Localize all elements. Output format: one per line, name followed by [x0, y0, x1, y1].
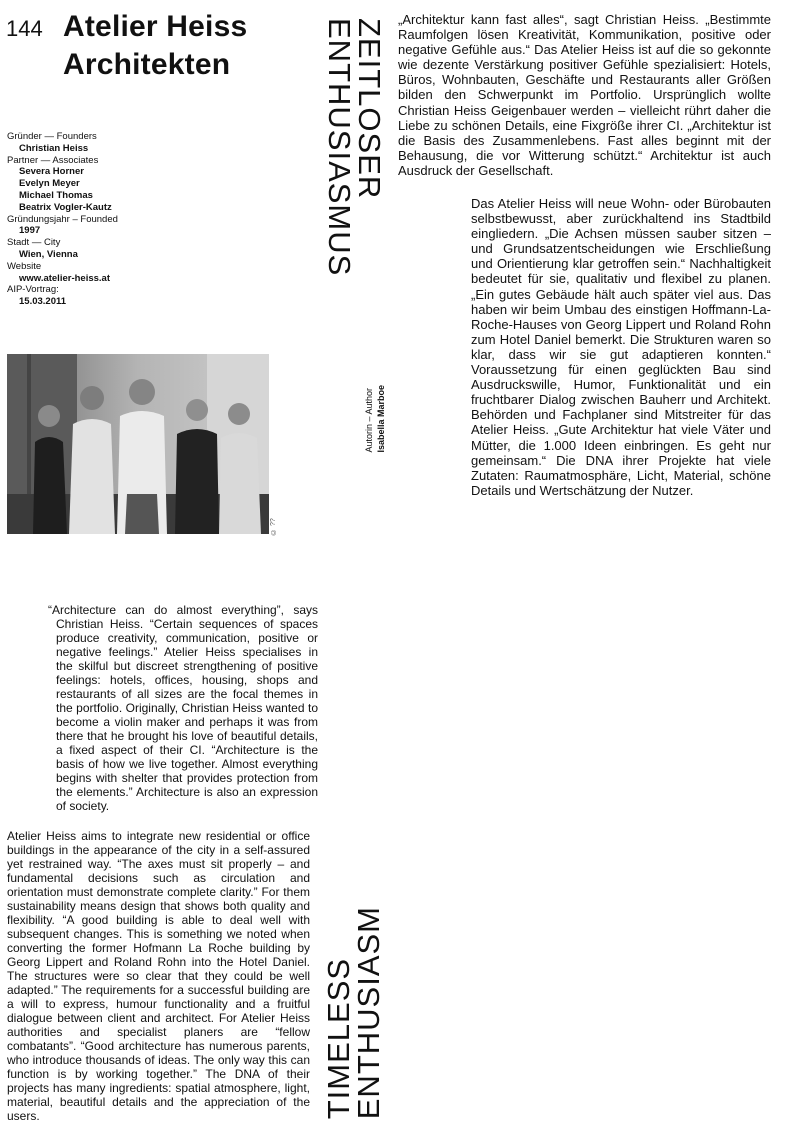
partners-label: Partner — Associates: [7, 154, 99, 166]
city-value: Wien, Vienna: [19, 248, 78, 260]
founded-value: 1997: [19, 225, 41, 237]
team-photo-image: [7, 354, 269, 534]
heading-german: [322, 18, 387, 277]
title-line-2: Architekten: [63, 48, 231, 81]
author-credit: [363, 385, 387, 453]
website-link[interactable]: www.atelier-heiss.at: [19, 272, 110, 284]
partner-name: Evelyn Meyer: [19, 178, 80, 190]
city-label: Stadt — City: [7, 237, 61, 249]
founders-label: Gründer — Founders: [7, 131, 97, 142]
team-photo: [7, 354, 269, 534]
heading-english-line-2: ENTHUSIASM: [351, 906, 386, 1120]
website-label: Website: [7, 260, 42, 272]
founders-value: Christian Heiss: [19, 142, 89, 154]
founded-label: Gründungsjahr – Founded: [7, 213, 118, 225]
partner-name: Michael Thomas: [19, 189, 93, 201]
heading-german-line-1: ZEITLOSER: [352, 18, 387, 200]
photo-credit: © ??: [270, 518, 277, 535]
german-paragraph-1: „Architektur kann fast alles“, sagt Christian Heiss. „Bestimmte Raumfolgen lösen Kreativität, Kommunikation, positive oder negative Gefühle aus.“ Das Atelier Heiss ist auf die so gekonnte wie dezente Verstärkung positiver Gefühle spezialisiert: Hotels, Büros, Wohnbauten, Geschäfte und Restaurants aller Größen bilden den Schwerpunkt im Portfolio. Ursprünglich wollte Christian Heiss Geigenbauer werden – vielleicht rührt daher die Liebe zu schönen Details, eine Fixgröße ihrer CI. „Architektur ist die Basis des Zusammenlebens. Fast alles beginnt mit der Behausung, die vor Witterung schützt.“ Architektur ist auch Ausdruck der Gesellschaft.: [398, 12, 771, 178]
lecture-label: AIP-Vortrag:: [7, 284, 59, 296]
page-title: [63, 8, 247, 84]
heading-english-line-1: TIMELESS: [321, 957, 356, 1120]
partner-name: Beatrix Vogler-Kautz: [19, 201, 112, 213]
author-name: Isabella Marboe: [376, 385, 386, 453]
german-paragraph-2: Das Atelier Heiss will neue Wohn- oder Bürobauten selbstbewusst, aber zurückhaltend ins Stadtbild eingliedern. „Die Achsen müssen sauber sitzen – und Grundsatzentscheidungen wie Erschließung und Orientierung klar getroffen sein.“ Nachhaltigkeit bedeutet für sie, qualitativ und flexibel zu planen. „Ein gutes Gebäude hält auch später viel aus. Das haben wir beim Umbau des einstigen Hoffmann-La-Roche-Hauses von Georg Lippert und Roland Rohn zum Hotel Daniel bemerkt. Die Strukturen waren so klar, dass wir sie gut adaptieren konnten.“ Voraussetzung für einen geglückten Bau sind Ausdruckswille, Humor, Funktionalität und ein fruchtbarer Dialog zwischen Bauherr und Architekt. Behörden und Fachplaner sind Mitstreiter für das Atelier Heiss. „Gute Architektur hat viele Väter und Mütter, die 1.000 Ideen einbringen. Es geht nur gemeinsam.“ Die DNA ihrer Projekte hat viele Zutaten: Raumatmosphäre, Licht, Material, schöne Details und Wertschätzung der Nutzer.: [471, 196, 771, 498]
heading-english: [321, 906, 386, 1120]
office-facts: [7, 131, 277, 308]
heading-german-line-2: ENTHUSIASMUS: [322, 18, 357, 277]
english-paragraph-2: Atelier Heiss aims to integrate new residential or office buildings in the appearance of the city in a self-assured yet restrained way. “The axes must sit properly – and fundamental decisions such as circulation and orientation must demonstrate complete clarity.” For them sustainability means design that shows both quality and flexibility. “A good building is able to deal well with subsequent changes. This is something we noted when converting the former Hofmann La Roche building by Georg Lippert and Roland Rohn into the Hotel Daniel. The structures were so clear that they could be well adapted.” The requirements for a successful building are a will to express, humour functionality and a fruitful dialogue between client and architect. For Atelier Heiss authorities and specialist planers are “fellow combatants”. “Good architecture has numerous parents, who introduce thousands of ideas. The only way this can function is by working together.” The DNA of their projects has many ingredients: spatial atmosphere, light, material, beautiful details and the appreciation of the users.: [7, 829, 310, 1123]
english-paragraph-1: “Architecture can do almost everything”, says Christian Heiss. “Certain sequences of spaces produce creativity, communication, positive or negative feelings.” Atelier Heiss specialises in the skilful but discreet strengthening of positive feelings: hotels, offices, housing, shops and restaurants of all sizes are the focal themes in the portfolio. Originally, Christian Heiss wanted to become a violin maker and perhaps it was from there that he brought his love of beautiful details, a fixed aspect of their CI. “Architecture is the basis of how we live together. Almost everything begins with shelter that provides protection from the elements.” Architecture is also an expression of society.: [48, 603, 318, 813]
author-label: Autorin – Author: [364, 387, 374, 453]
lecture-date: 15.03.2011: [19, 296, 67, 308]
partner-name: Severa Horner: [19, 166, 84, 178]
page-number: 144: [6, 16, 43, 41]
title-line-1: Atelier Heiss: [63, 10, 248, 43]
